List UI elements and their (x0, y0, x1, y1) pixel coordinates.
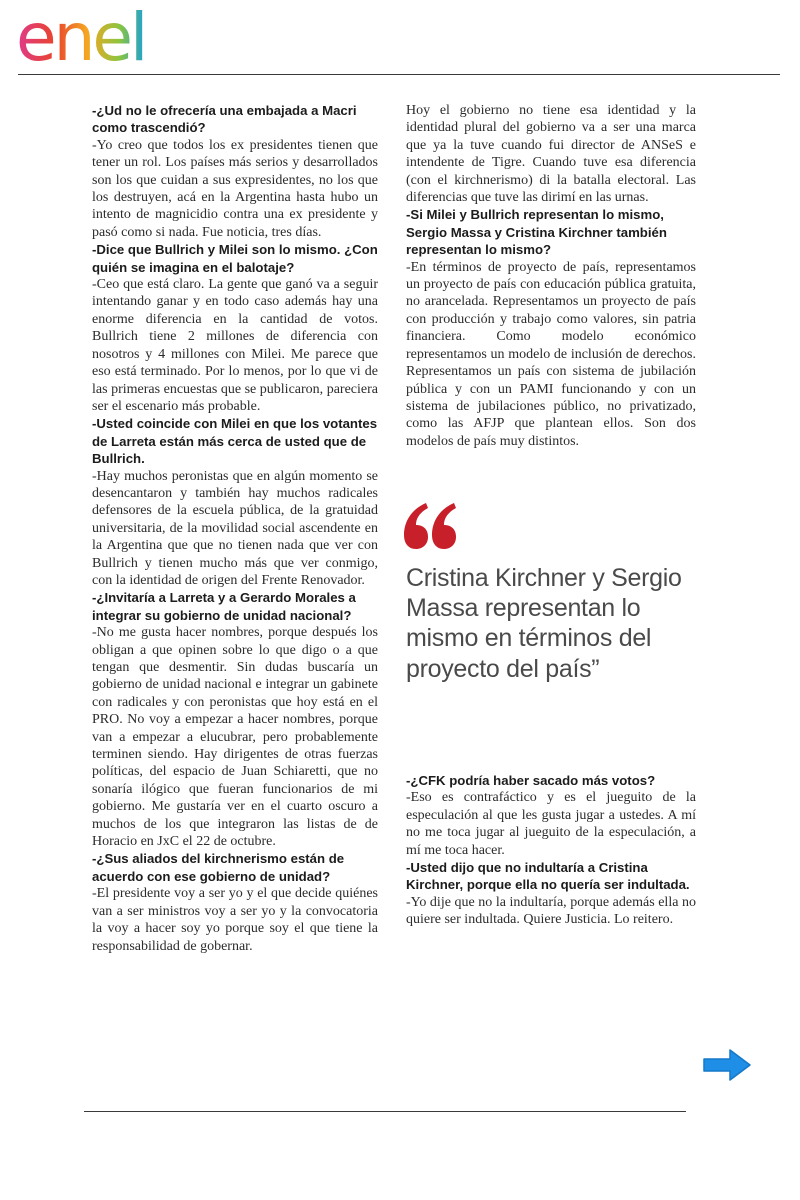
answer: -Ceo que está claro. La gente que ganó va a seguir intentando ganar y en todo caso además hay una enorme diferencia en la cantidad de votos. Bullrich tiene 2 millones de diferencia con nosotros y 4 millones con Milei. Me parece que eso está terminado. Por lo menos, por lo que vi de las primeras encuestas que se publicaron, pareciera ser el escenario más probable. (92, 277, 378, 414)
question: -¿Invitaría a Larreta y a Gerardo Morales a integrar su gobierno de unidad nacional? (92, 590, 356, 623)
qa-block (406, 859, 696, 929)
answer: Hoy el gobierno no tiene esa identidad y la identidad plural del gobierno va a ser una marca que ya la tuve cuando fui director de ANSeS e intendente de Tigre. Cuando tuve esa diferencia (con el kirchnerismo) di la batalla electoral. Las diferencias que tuve las dirimí en las urnas. (406, 103, 696, 206)
quote-icon (404, 503, 456, 549)
qa-block (92, 850, 378, 954)
question: -Si Milei y Bullrich representan lo mismo, Sergio Massa y Cristina Kirchner también representan lo mismo? (406, 207, 667, 258)
question: -¿Ud no le ofrecería una embajada a Macri como trascendió? (92, 103, 357, 136)
answer: -Hay muchos peronistas que en algún momento se desencantaron y también hay muchos radicales defensores de la escuela pública, de la gratuidad universitaria, de la movilidad social ascendente en la Argentina que que no tienen nada que ver con Bullrich y tienen mucho más que ver conmigo, con la identidad de origen del Frente Renovador. (92, 468, 378, 588)
pull-quote: Cristina Kirchner y Sergio Massa representan lo mismo en términos del proyecto del país” (406, 564, 682, 683)
question: -Dice que Bullrich y Milei son lo mismo. ¿Con quién se imagina en el balotaje? (92, 242, 378, 275)
qa-block (92, 102, 378, 241)
answer: -En términos de proyecto de país, representamos un proyecto de país con educación pública gratuita, no arancelada. Representamos un proyecto de país con producción y trabajo como valores, sin patria financiera. Como modelo económico representamos un modelo de inclusión de derechos. Representamos un país con sistema de jubilación pública y con un PAMI funcionando y con un sistema de jubilaciones público, no privatizado, como las AFJP que plantean ellos. Son dos modelos de país muy distintos. (406, 259, 696, 449)
right-column-top (406, 102, 696, 450)
right-column-bottom (406, 772, 696, 929)
question: -¿Sus aliados del kirchnerismo están de acuerdo con ese gobierno de unidad? (92, 851, 345, 884)
qa-block (92, 241, 378, 415)
qa-block (406, 772, 696, 859)
answer: -El presidente voy a ser yo y el que decide quiénes van a ser ministros voy a ser yo y la convocatoria la voy a hacer soy yo porque soy el que tiene la responsabilidad de gobernar. (92, 886, 378, 954)
header-divider (18, 74, 780, 75)
answer: -No me gusta hacer nombres, porque después los obligan a que opinen sobre lo que digo o a que tengan que desmentir. Sin dudas buscaría un gobierno de unidad nacional e integrar un gabinete con radicales y con peronistas que hoy está en el PRO. No voy a empezar a hacer nombres, porque van a empezar a elucubrar, pero probablemente terminen siendo. Hay dirigentes de otras fuerzas políticas, del espacio de Juan Schiaretti, que no sonaría ilógico que fueran funcionarios de mi gobierno. Me gustaría ver en el cuarto oscuro a muchos de los que integraron las listas de de Horacio en JxC el 22 de octubre. (92, 625, 378, 850)
question: -Usted dijo que no indultaría a Cristina Kirchner, porque ella no quería ser indultada. (406, 860, 690, 893)
question: -¿CFK podría haber sacado más votos? (406, 773, 656, 788)
arrow-right-icon[interactable] (702, 1048, 752, 1082)
answer: -Eso es contrafáctico y es el jueguito de la especulación al que les gusta jugar a ustedes. A mí no me toca jugar al jueguito de la especulación, a mí me toca hacer. (406, 790, 696, 858)
qa-block (92, 589, 378, 850)
left-column (92, 102, 378, 955)
enel-logo (16, 4, 186, 70)
answer: -Yo dije que no la indultaría, porque además ella no quiere ser indultada. Quiere Justicia. Lo reitero. (406, 894, 696, 928)
footer-divider (84, 1111, 686, 1112)
question: -Usted coincide con Milei en que los votantes de Larreta están más cerca de usted que de Bullrich. (92, 416, 378, 467)
answer: -Yo creo que todos los ex presidentes tienen que tener un rol. Los países más serios y desarrollados son los que cuidan a sus expresidentes, no los que los destruyen, acá en la Argentina hasta hubo un intento de magnicidio contra una ex presidente y pasó como si nada. Fue noticia, tres días. (92, 137, 378, 240)
qa-block (406, 102, 696, 206)
logo-wordmark: enel (16, 4, 146, 70)
qa-block (406, 206, 696, 450)
qa-block (92, 415, 378, 589)
